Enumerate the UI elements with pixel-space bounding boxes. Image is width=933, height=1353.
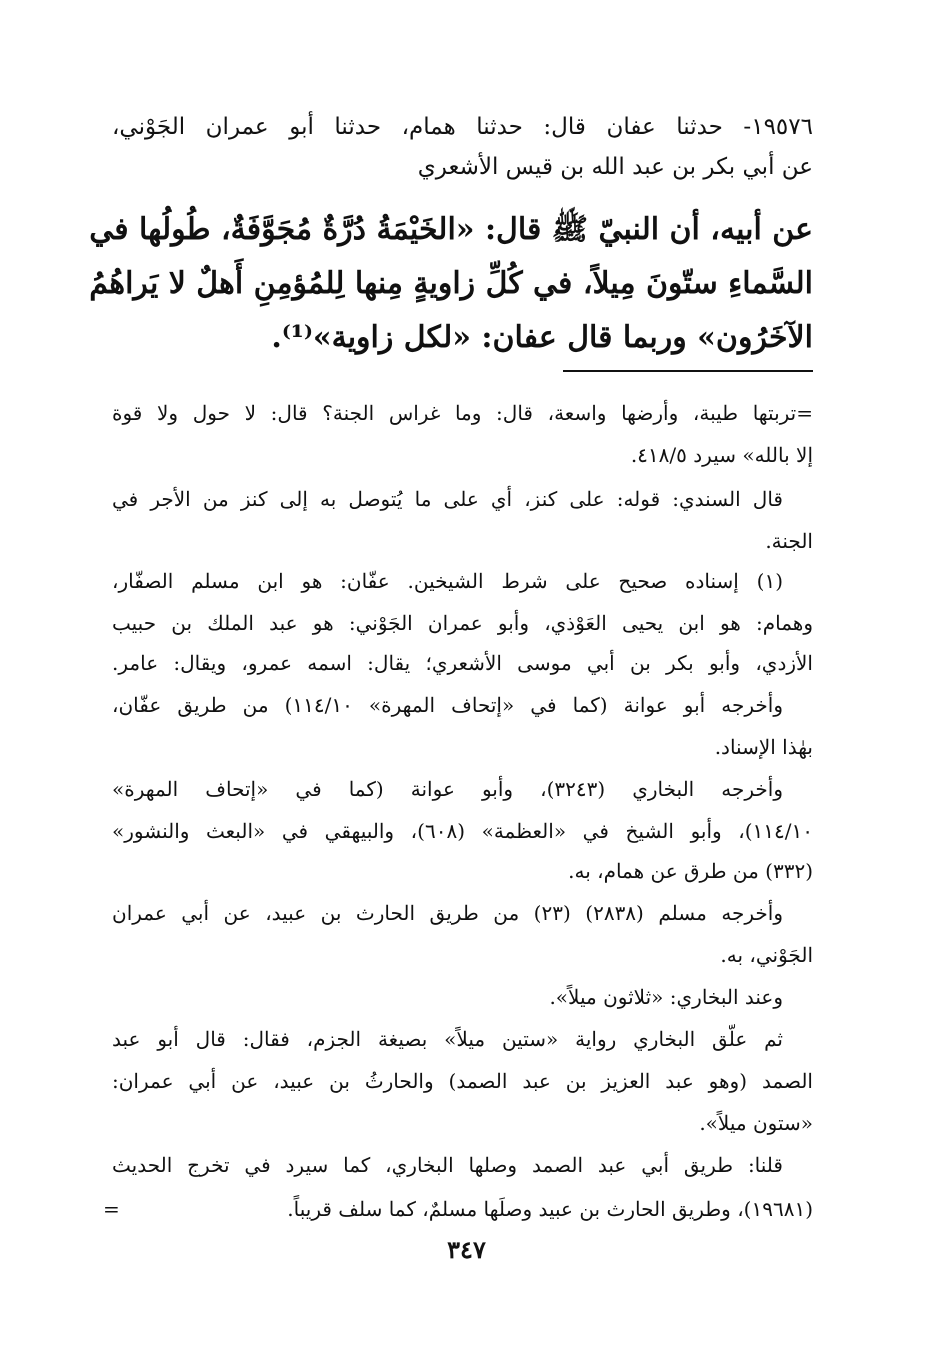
footnote-line-6: وهمام: هو ابن يحيى العَوْذي، وأبو عمران الجَوْني: هو عبد الملك بن حبيب xyxy=(112,611,813,635)
footnote-line-3: قال السندي: قوله: على كنز، أي على ما يُتوصل به إلى كنز من الأجر في xyxy=(112,487,783,511)
footnote-line-13: وأخرجه مسلم (٢٨٣٨) (٢٣) من طريق الحارث بن عبيد، عن أبي عمران xyxy=(112,901,784,925)
hadith-matn-line-3: الآخَرُون» وربما قال عفان: «لكل زاوية»⁽¹⁾. xyxy=(271,320,813,355)
footnote-separator xyxy=(563,370,813,372)
hadith-isnad-line-1: ١٩٥٧٦- حدثنا عفان قال: حدثنا همام، حدثنا أبو عمران الجَوْني، xyxy=(112,114,813,140)
footnote-line-8: وأخرجه أبو عوانة (كما في «إتحاف المهرة» ١١٤/١٠) من طريق عفّان، xyxy=(112,693,783,717)
footnote-line-15: وعند البخاري: «ثلاثون ميلاً». xyxy=(549,985,783,1009)
hadith-matn-line-2: السَّماءِ ستّونَ مِيلاً، في كُلِّ زاويةٍ مِنها لِلمُؤمِنِ أَهلٌ لا يَراهُمُ xyxy=(89,266,813,301)
page-number: ٣٤٧ xyxy=(447,1235,486,1264)
footnote-line-16: ثم علّق البخاري رواية «ستين ميلاً» بصيغة الجزم، فقال: قال أبو عبد xyxy=(112,1027,783,1051)
footnote-line-12: (٣٣٢) من طرق عن همام، به. xyxy=(568,859,813,883)
footnote-line-11: ١١٤/١٠)، وأبو الشيخ في «العظمة» (٦٠٨)، والبيهقي في «البعث والنشور» xyxy=(112,819,813,843)
footnote-line-4: الجنة. xyxy=(765,529,813,553)
footnote-line-18: «ستون ميلاً». xyxy=(699,1111,813,1135)
footnote-line-2: إلا بالله» سيرد ٤١٨/٥. xyxy=(630,443,813,467)
footnote-continuation-mark: = xyxy=(103,1197,120,1221)
hadith-isnad-line-2: عن أبي بكر بن عبد الله بن قيس الأشعري xyxy=(417,154,813,180)
footnote-line-7: الأزدي، وأبو بكر بن أبي موسى الأشعري؛ يقال: اسمه عمرو، ويقال: عامر. xyxy=(112,651,813,675)
footnote-line-17: الصمد (وهو عبد العزيز بن عبد الصمد) والحارثُ بن عبيد، عن أبي عمران: xyxy=(112,1069,813,1093)
footnote-line-20: (١٩٦٨١)، وطريق الحارث بن عبيد وصلَها مسلمٌ، كما سلف قريباً. xyxy=(287,1197,813,1221)
footnote-line-1: =تربتها طيبة، وأرضها واسعة، قال: وما غراس الجنة؟ قال: لا حول ولا قوة xyxy=(112,401,813,425)
footnote-line-10: وأخرجه البخاري (٣٢٤٣)، وأبو عوانة (كما في «إتحاف المهرة» xyxy=(112,777,783,801)
hadith-matn-line-1: عن أبيه، أن النبيّ ﷺ قال: «الخَيْمَةُ دُرَّةٌ مُجَوَّفَةٌ، طُولُها في xyxy=(89,212,813,247)
footnote-line-19: قلنا: طريق أبي عبد الصمد وصلها البخاري، كما سيرد في تخرج الحديث xyxy=(112,1153,783,1177)
footnote-line-14: الجَوْني، به. xyxy=(720,943,813,967)
footnote-line-9: بهٰذا الإسناد. xyxy=(714,735,813,759)
footnote-line-5: (١) إسناده صحيح على شرط الشيخين. عفّان: هو ابن مسلم الصفّار، xyxy=(112,569,783,593)
